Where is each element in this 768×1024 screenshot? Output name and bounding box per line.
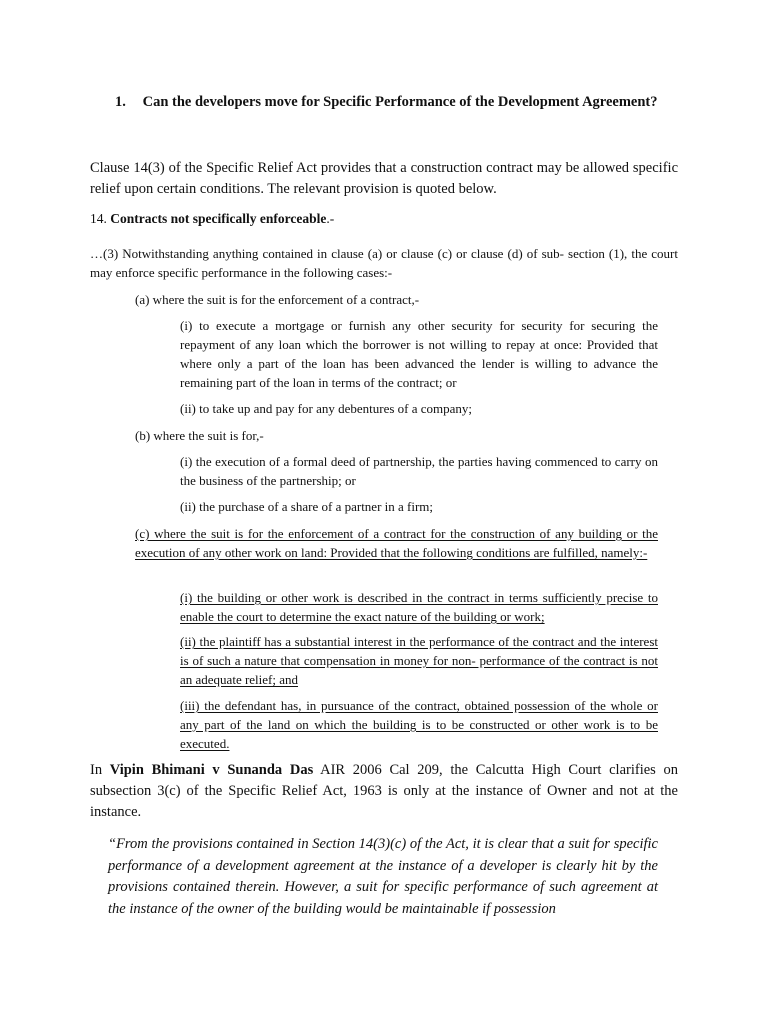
clause-a-label: (a) where the suit is for the enforcement of a contract,-: [135, 292, 420, 307]
clause-c-iii: (iii) the defendant has, in pursuance of the contract, obtained possession of the whole or any part of the land on which the building is to be constructed or other work is to be executed.: [180, 698, 658, 751]
section-title: Contracts not specifically enforceable: [110, 211, 327, 226]
clause-c-i: (i) the building or other work is described in the contract in terms sufficiently precise to enable the court to determine the exact nature of the building or work;: [180, 590, 658, 624]
judgment-quote: “From the provisions contained in Section 14(3)(c) of the Act, it is clear that a suit for specific performance of a development agreement at the instance of a developer is clearly hit by the provisions contained therein. However, a suit for specific performance of such agreement at the instance of the owner of the building would be maintainable if possession: [108, 836, 658, 917]
provision-text: …(3) Notwithstanding anything contained in clause (a) or clause (c) or clause (d) of sub- section (1), the court may enforce specific performance in the following cases:-: [90, 246, 678, 280]
clause-b-i: (i) the execution of a formal deed of partnership, the parties having commenced to carry on the business of the partnership; or: [180, 454, 658, 488]
section-number: 14.: [90, 211, 107, 226]
heading-number: 1.: [115, 94, 126, 110]
clause-c-ii: (ii) the plaintiff has a substantial interest in the performance of the contract and the interest is of such a nature that compensation in money for non- performance of the contract is not an adequate relief; and: [180, 634, 658, 687]
question-heading: [115, 94, 715, 111]
clause-a-ii: (ii) to take up and pay for any debentures of a company;: [180, 401, 473, 416]
case-pre: In: [90, 762, 110, 778]
clause-c-label: (c) where the suit is for the enforcement of a contract for the construction of any building or the execution of any other work on land: Provided that the following conditions are fulfilled, namely:-: [135, 526, 658, 560]
intro-paragraph: Clause 14(3) of the Specific Relief Act provides that a construction contract may be allowed specific relief upon certain conditions. The relevant provision is quoted below.: [90, 160, 678, 197]
section-heading: [90, 211, 678, 227]
section-suffix: .-: [326, 211, 335, 226]
heading-text: Can the developers move for Specific Performance of the Development Agreement?: [142, 94, 658, 110]
clause-b-label: (b) where the suit is for,-: [135, 428, 264, 443]
case-post: AIR 2006 Cal 209, the Calcutta High Court clarifies on subsection 3(c) of the Specific Relief Act, 1963 is only at the instance of Owner and not at the instance.: [90, 762, 678, 820]
clause-b-ii: (ii) the purchase of a share of a partner in a firm;: [180, 499, 434, 514]
case-name: Vipin Bhimani v Sunanda Das: [109, 762, 314, 778]
case-paragraph: [90, 760, 678, 823]
clause-a-i: (i) to execute a mortgage or furnish any other security for security for securing the repayment of any loan which the borrower is not willing to repay at once: Provided that where only a part of the loan has been advanced the lender is willing to advance the remaining part of the loan in terms of the contract; or: [180, 318, 658, 390]
